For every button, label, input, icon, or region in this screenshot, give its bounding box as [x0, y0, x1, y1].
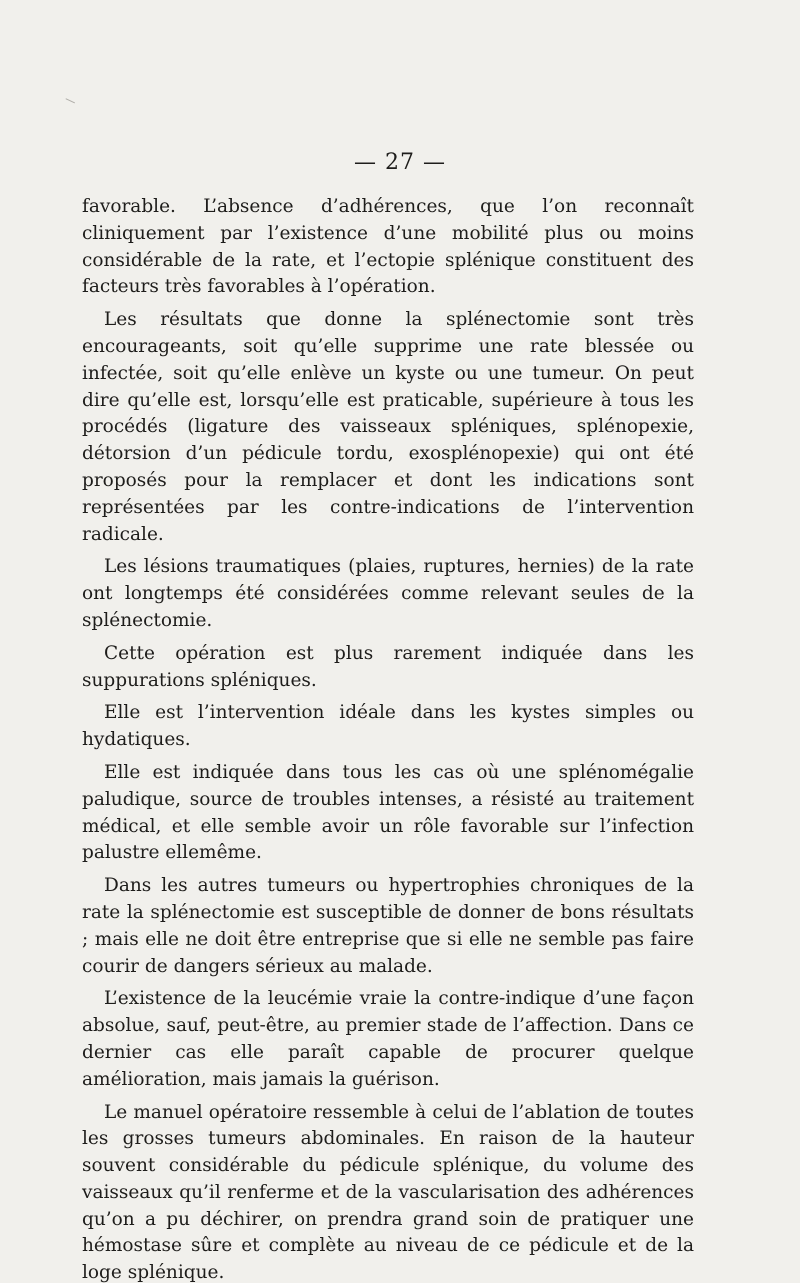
paragraph: Elle est l’intervention idéale dans les kystes simples ou hydatiques. — [82, 702, 694, 751]
body-text — [82, 194, 694, 1283]
margin-mark — [63, 98, 75, 109]
paragraph: Cette opération est plus rarement indiquée dans les suppurations spléniques. — [82, 642, 694, 691]
paragraph: Les résultats que donne la splénectomie sont très encourageants, soit qu’elle supprime une rate blessée ou infectée, soit qu’elle enlève un kyste ou une tumeur. On peut dire qu’elle est, lorsqu’elle est praticable, supérieure à tous les procédés (ligature des vaisseaux spléniques, splénopexie, détorsion d’un pédicule tordu, exosplénopexie) qui ont été proposés pour la remplacer et dont les indications sont représentées par les contre-indications de l’intervention radicale. — [82, 309, 694, 545]
paragraph: favorable. L’absence d’adhérences, que l’on reconnaît cliniquement par l’existence d’une mobilité plus ou moins considérable de la rate, et l’ectopie splénique constituent des facteurs très favorables à l’opération. — [82, 196, 694, 298]
page-number: — 27 — — [354, 150, 446, 175]
paragraph: L’existence de la leucémie vraie la contre-indique d’une façon absolue, sauf, peut-être, au premier stade de l’affection. Dans ce dernier cas elle paraît capable de procurer quelque amélioration, mais jamais la guérison. — [82, 988, 694, 1090]
paragraph: Elle est indiquée dans tous les cas où une splénomégalie paludique, source de troubles intenses, a résisté au traitement médical, et elle semble avoir un rôle favorable sur l’infection palustre ellemême. — [82, 761, 694, 864]
paragraph: Le manuel opératoire ressemble à celui de l’ablation de toutes les grosses tumeurs abdominales. En raison de la hauteur souvent considérable du pédicule splénique, du volume des vaisseaux qu’il renferme et de la vascularisation des adhérences qu’on a pu déchirer, on prendra grand soin de pratiquer une hémostase sûre et complète au niveau de ce pédicule et de la loge splénique. — [82, 1101, 694, 1283]
paragraph: Dans les autres tumeurs ou hypertrophies chroniques de la rate la splénectomie est susceptible de donner de bons résultats ; mais elle ne doit être entreprise que si elle ne semble pas faire courir de dangers sérieux au malade. — [82, 875, 694, 977]
paragraph: Les lésions traumatiques (plaies, ruptures, hernies) de la rate ont longtemps été considérées comme relevant seules de la splénectomie. — [82, 556, 694, 631]
